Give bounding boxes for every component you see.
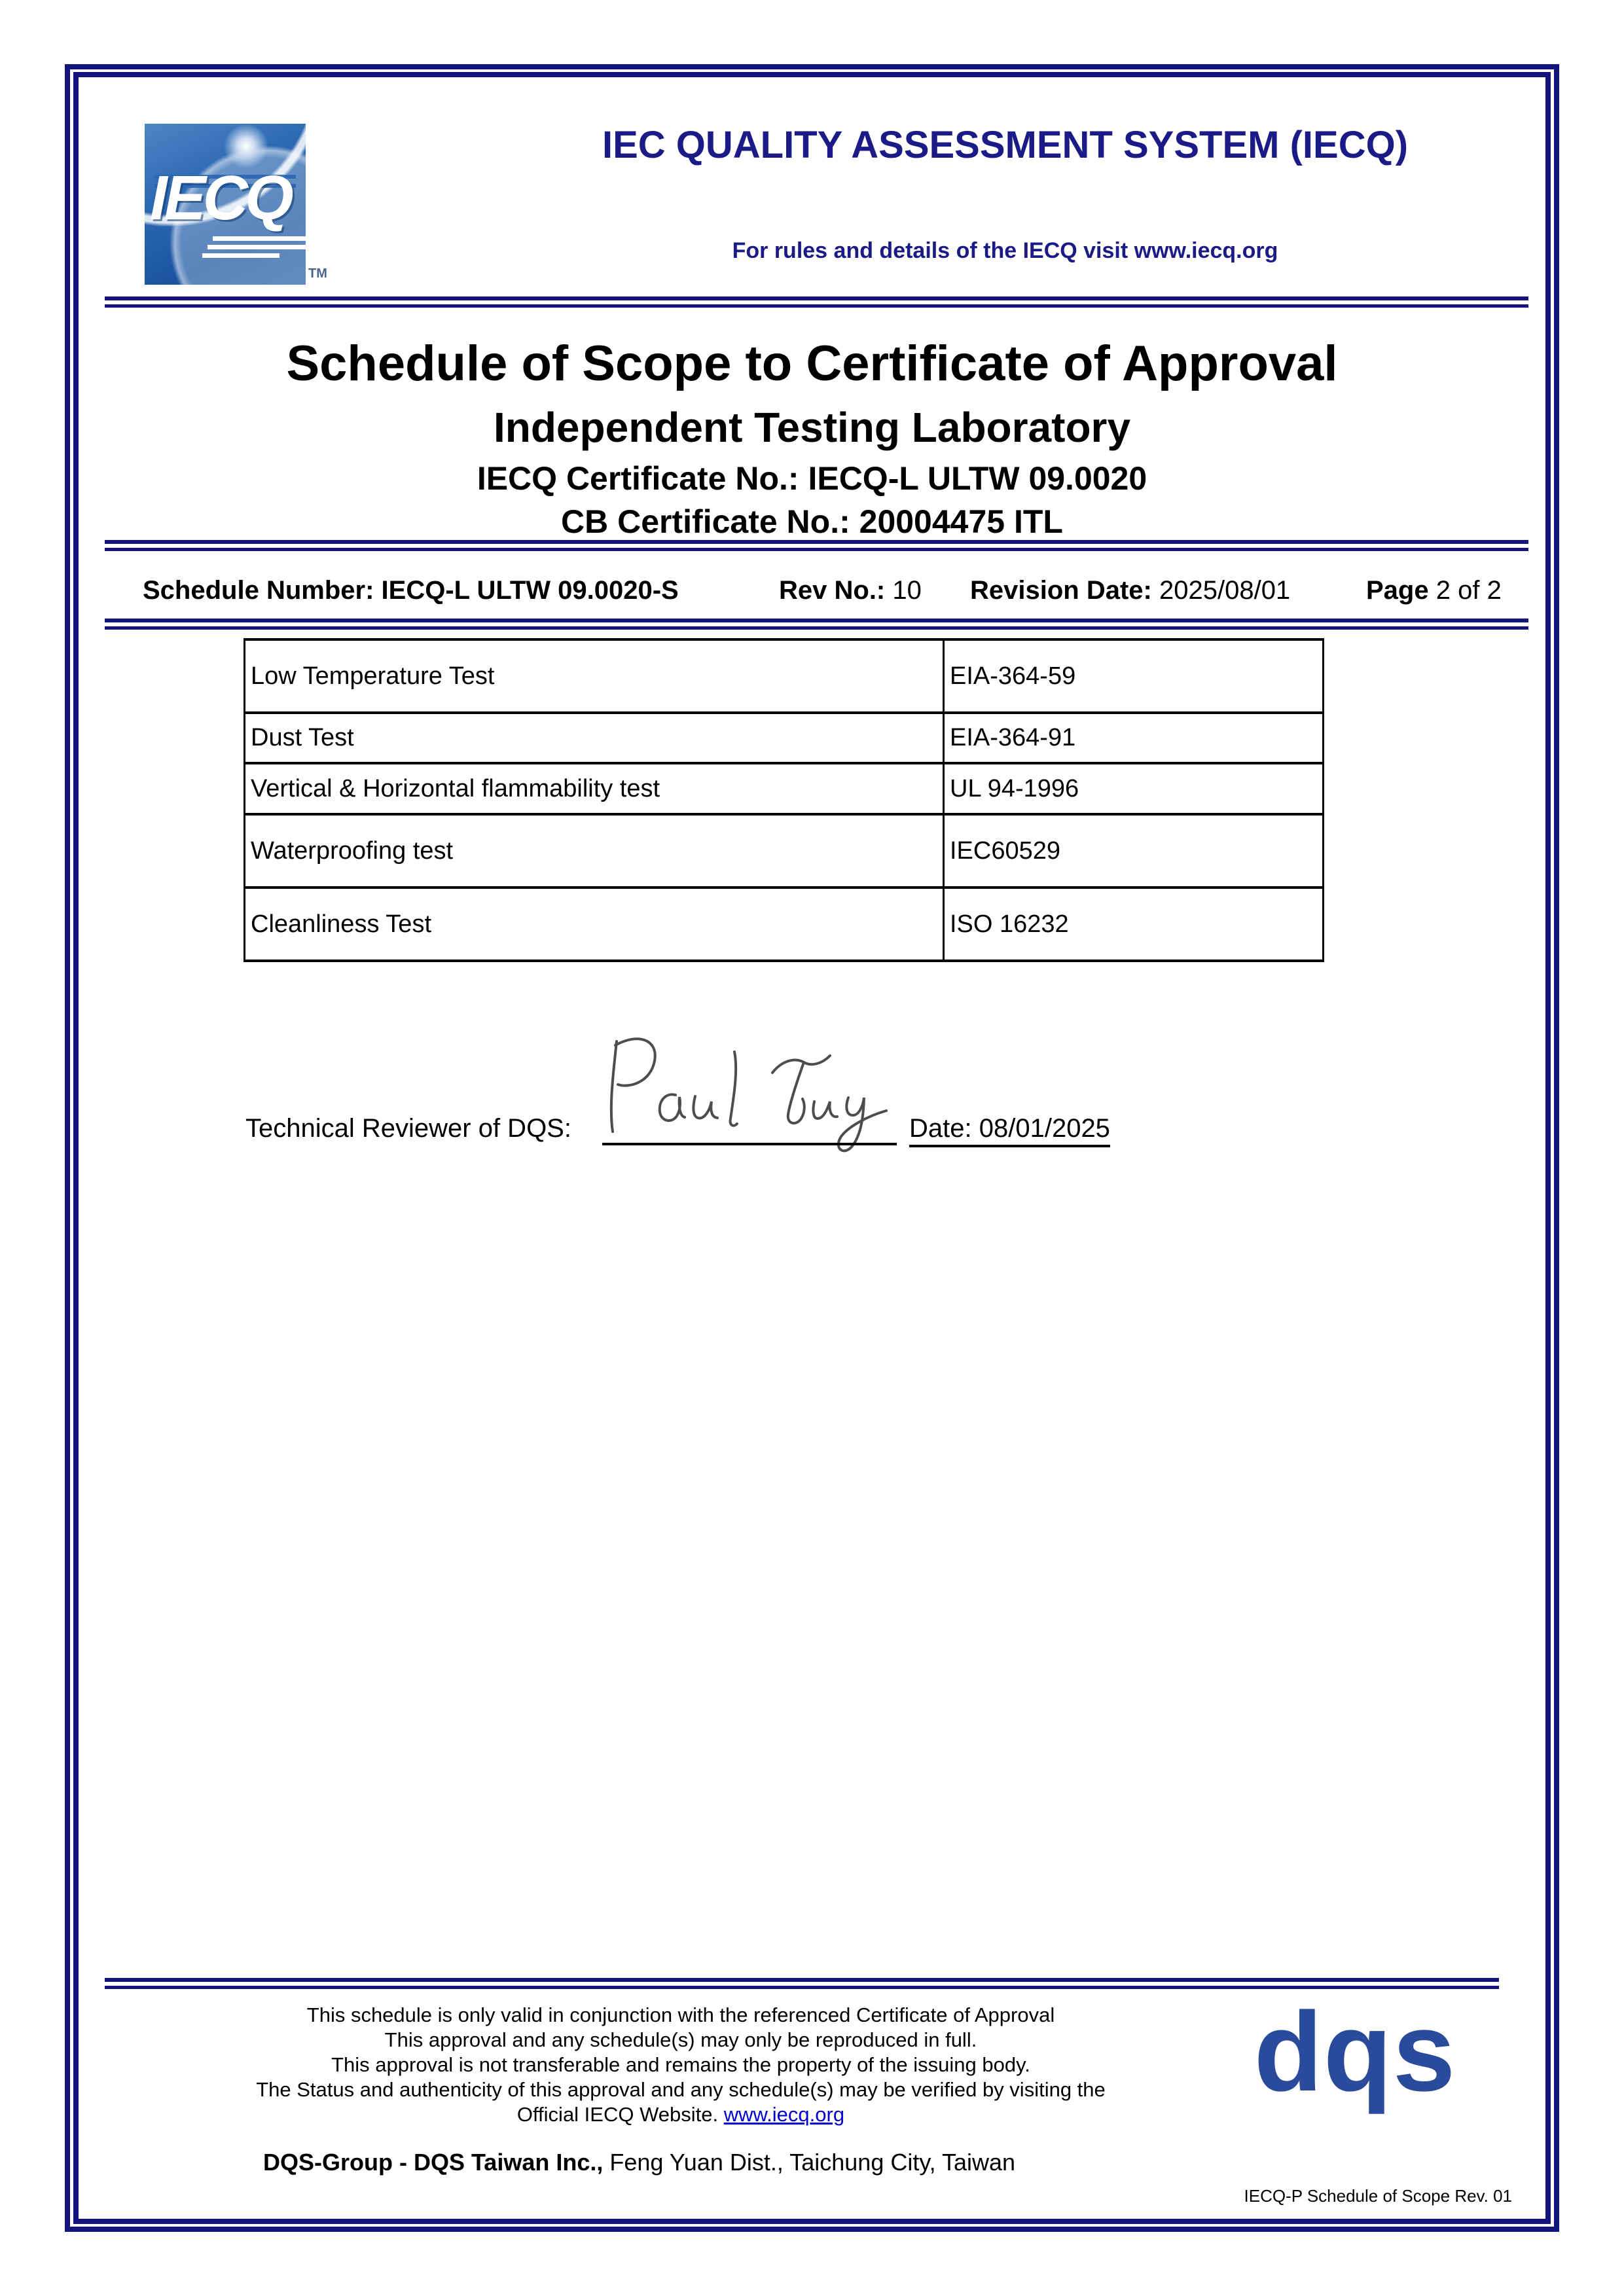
divider-double-line bbox=[105, 296, 1528, 308]
schedule-info-row bbox=[0, 576, 1624, 609]
iecq-logo-bottom-stripe bbox=[213, 236, 306, 241]
iecq-logo-bottom-stripe bbox=[208, 245, 306, 249]
table-row bbox=[245, 763, 1324, 814]
test-name-cell: Waterproofing test bbox=[245, 814, 944, 888]
header-subtitle: For rules and details of the IECQ visit www.iecq.org bbox=[732, 238, 1278, 263]
footer-line: This approval is not transferable and remains the property of the issuing body. bbox=[331, 2053, 1030, 2076]
iecq-logo-bottom-stripe bbox=[202, 253, 280, 258]
footer-line: The Status and authenticity of this approval and any schedule(s) may be verified by visiting the bbox=[256, 2078, 1106, 2101]
signature-line bbox=[602, 1143, 897, 1145]
divider-double-line bbox=[105, 540, 1528, 551]
divider-double-line bbox=[105, 619, 1528, 630]
test-name-cell: Cleanliness Test bbox=[245, 888, 944, 961]
company-name: DQS-Group - DQS Taiwan Inc., bbox=[263, 2149, 604, 2176]
standard-cell: UL 94-1996 bbox=[944, 763, 1324, 814]
header-title: IEC QUALITY ASSESSMENT SYSTEM (IECQ) bbox=[602, 124, 1409, 166]
scope-table bbox=[244, 638, 1324, 962]
footer-line: This schedule is only valid in conjunction with the referenced Certificate of Approval bbox=[306, 2003, 1055, 2026]
iecq-logo-text: IECQ bbox=[150, 163, 291, 233]
iecq-certificate-number: IECQ Certificate No.: IECQ-L ULTW 09.0020 bbox=[477, 460, 1147, 497]
table-row bbox=[245, 713, 1324, 763]
standard-cell: ISO 16232 bbox=[944, 888, 1324, 961]
standard-cell: EIA-364-59 bbox=[944, 639, 1324, 713]
issuer-company-line bbox=[263, 2149, 1015, 2176]
test-name-cell: Low Temperature Test bbox=[245, 639, 944, 713]
table-row bbox=[245, 814, 1324, 888]
test-name-cell: Dust Test bbox=[245, 713, 944, 763]
page-indicator: Page 2 of 2 bbox=[1366, 576, 1502, 605]
iecq-logo bbox=[145, 124, 306, 285]
technical-reviewer-label: Technical Reviewer of DQS: bbox=[245, 1114, 571, 1143]
document-subtitle: Independent Testing Laboratory bbox=[493, 404, 1131, 451]
document-reference: IECQ-P Schedule of Scope Rev. 01 bbox=[1244, 2186, 1512, 2206]
signature-handwriting bbox=[588, 1032, 902, 1157]
website-prefix: Official IECQ Website. bbox=[516, 2103, 724, 2126]
standard-cell: EIA-364-91 bbox=[944, 713, 1324, 763]
footer-divider-double-line bbox=[105, 1978, 1499, 1989]
footer-line bbox=[105, 2102, 1257, 2127]
footer-legal-text bbox=[105, 2003, 1257, 2127]
test-name-cell: Vertical & Horizontal flammability test bbox=[245, 763, 944, 814]
table-row bbox=[245, 639, 1324, 713]
schedule-number: Schedule Number: IECQ-L ULTW 09.0020-S bbox=[143, 576, 679, 605]
trademark-icon: TM bbox=[308, 266, 327, 281]
dqs-logo: dqs bbox=[1254, 1989, 1456, 2115]
revision-date: Revision Date: 2025/08/01 bbox=[970, 576, 1291, 605]
standard-cell: IEC60529 bbox=[944, 814, 1324, 888]
iecq-website-link[interactable]: www.iecq.org bbox=[723, 2103, 845, 2126]
footer-line: This approval and any schedule(s) may only be reproduced in full. bbox=[384, 2028, 977, 2051]
table-row bbox=[245, 888, 1324, 961]
review-date: Date: 08/01/2025 bbox=[909, 1114, 1110, 1147]
cb-certificate-number: CB Certificate No.: 20004475 ITL bbox=[561, 503, 1063, 540]
company-address: Feng Yuan Dist., Taichung City, Taiwan bbox=[603, 2149, 1016, 2176]
rev-number: Rev No.: 10 bbox=[779, 576, 922, 605]
document-title: Schedule of Scope to Certificate of Approval bbox=[286, 336, 1338, 391]
